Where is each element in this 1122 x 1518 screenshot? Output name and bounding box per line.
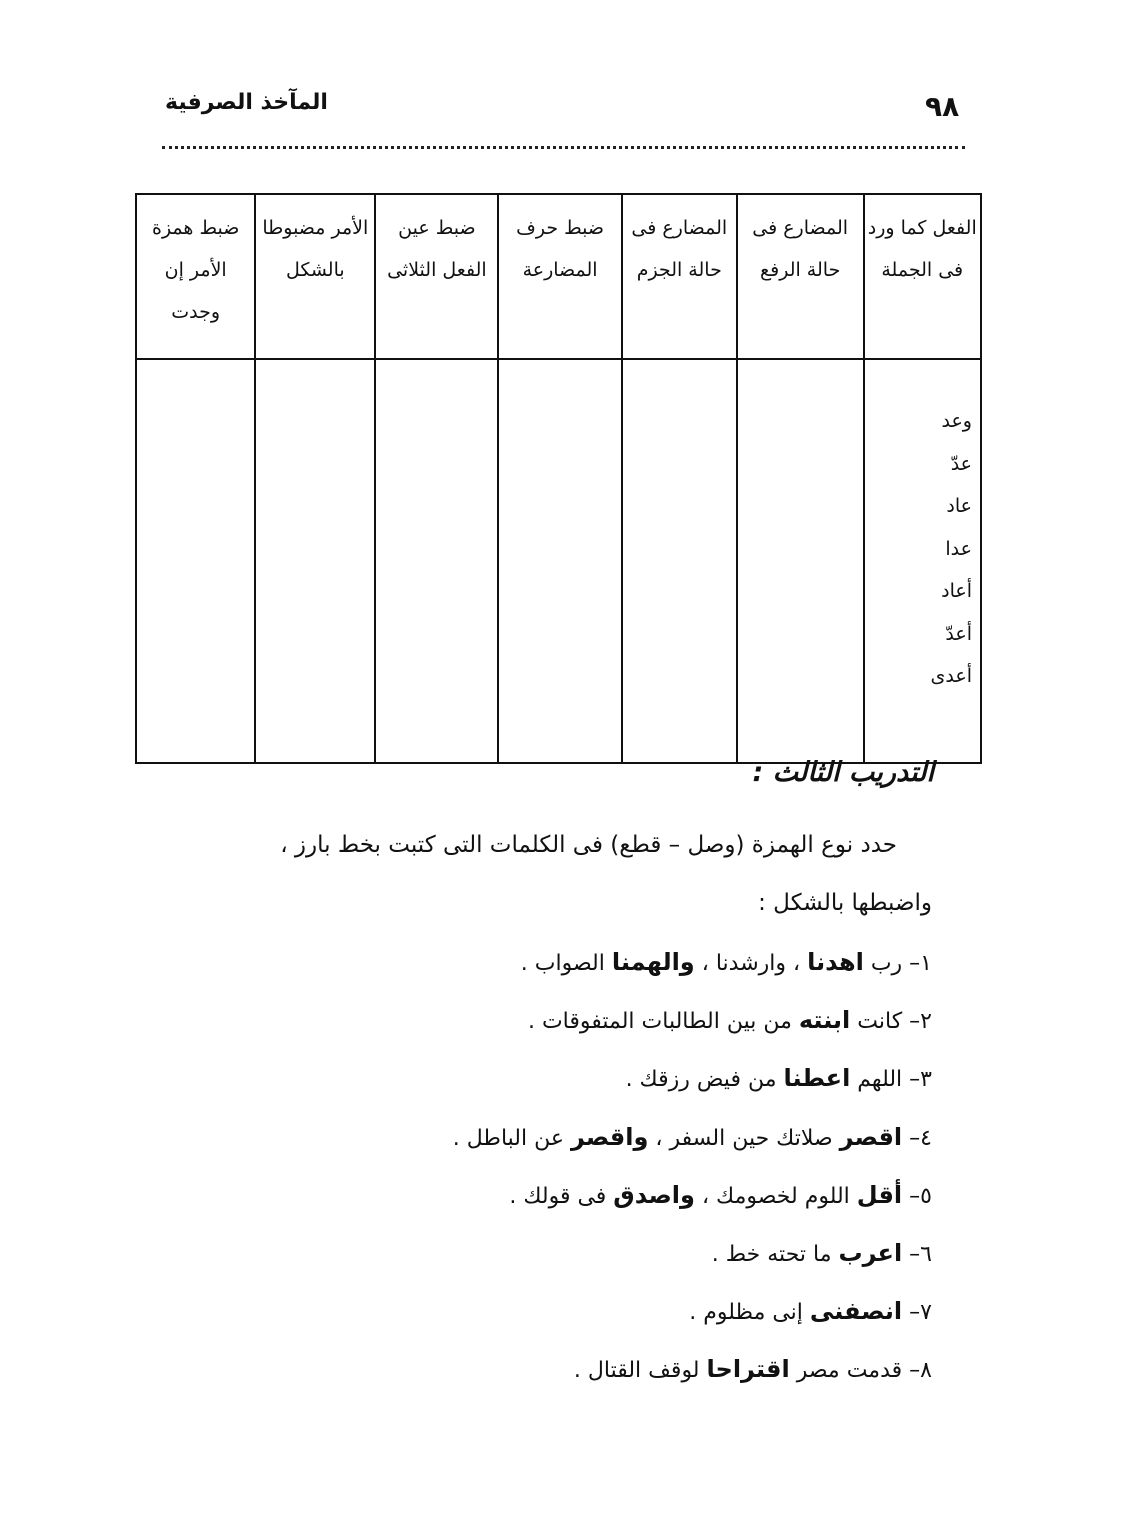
highlighted-word: انصفنى xyxy=(809,1297,903,1326)
sentence-text: فى قولك . xyxy=(509,1183,614,1209)
highlighted-word: اعرب xyxy=(838,1239,903,1267)
exercise-item xyxy=(689,1297,932,1325)
sentence-text: الصواب . xyxy=(520,951,612,976)
column-header: الأمر مضبوطا بالشكل xyxy=(255,194,375,359)
running-header-title: المآخذ الصرفية xyxy=(165,90,328,115)
header-divider xyxy=(162,146,965,149)
exercise-item xyxy=(509,1181,932,1209)
exercise-item xyxy=(453,1123,932,1151)
item-number: ٢– xyxy=(902,1009,932,1035)
column-header: ضبط همزة الأمر إن وجدت xyxy=(136,194,255,359)
item-number: ٧– xyxy=(902,1300,932,1326)
verb-item: أعاد xyxy=(941,580,972,602)
sentence-text: اللهم xyxy=(850,1067,903,1093)
blank-answer-cell xyxy=(622,359,737,763)
blank-answer-cell xyxy=(498,359,621,763)
highlighted-word: أقل xyxy=(856,1180,903,1209)
sentence-text: عن الباطل . xyxy=(452,1125,571,1151)
verb-item: عدا xyxy=(945,537,972,560)
item-number: ٨– xyxy=(902,1358,932,1384)
exercise-item xyxy=(521,948,932,976)
sentence-text: ما تحته خط . xyxy=(711,1242,839,1267)
exercise-item xyxy=(528,1006,932,1034)
blank-answer-cell xyxy=(375,359,498,763)
verb-item: عدّ xyxy=(950,452,972,475)
column-header: الفعل كما ورد فى الجملة xyxy=(864,194,981,359)
column-header: ضبط عين الفعل الثلاثى xyxy=(375,194,498,359)
sentence-text: رب xyxy=(863,951,903,976)
item-number: ٥– xyxy=(902,1183,932,1209)
highlighted-word: ابنته xyxy=(798,1006,851,1035)
sentence-text: لوقف القتال . xyxy=(573,1358,707,1384)
blank-answer-cell xyxy=(737,359,864,763)
sentence-text: قدمت مصر xyxy=(789,1358,903,1384)
highlighted-word: والهمنا xyxy=(611,948,695,976)
sentence-text: كانت xyxy=(850,1009,903,1035)
sentence-text: إنى مظلوم . xyxy=(689,1300,810,1326)
page-number: ٩٨ xyxy=(925,90,960,123)
instruction-line: حدد نوع الهمزة (وصل – قطع) فى الكلمات التى كتبت بخط بارز ، xyxy=(280,832,897,858)
highlighted-word: اقتراحا xyxy=(706,1355,790,1384)
verb-item: عاد xyxy=(946,495,972,517)
highlighted-word: اعطنا xyxy=(783,1064,851,1093)
verb-item: أعدّ xyxy=(945,622,972,645)
column-header: المضارع فى حالة الجزم xyxy=(622,194,737,359)
column-header: المضارع فى حالة الرفع xyxy=(737,194,864,359)
highlighted-word: اهدنا xyxy=(807,948,864,976)
item-number: ٤– xyxy=(902,1125,932,1151)
item-number: ١– xyxy=(902,951,932,976)
sentence-text: صلاتك حين السفر ، xyxy=(648,1125,840,1151)
sentence-text: من فيض رزقك . xyxy=(625,1067,784,1093)
table-header-row xyxy=(136,194,981,359)
sentence-text: من بين الطالبات المتفوقات . xyxy=(527,1009,799,1035)
verb-item: وعد xyxy=(941,410,972,432)
blank-answer-cell xyxy=(255,359,375,763)
highlighted-word: اقصر xyxy=(839,1122,903,1151)
exercise-heading: التدريب الثالث : xyxy=(752,757,934,788)
table-body-row xyxy=(136,359,981,763)
highlighted-word: واصدق xyxy=(613,1180,695,1209)
sentence-text: اللوم لخصومك ، xyxy=(694,1183,857,1209)
exercise-item xyxy=(712,1239,932,1267)
sentence-text: ، وارشدنا ، xyxy=(694,951,808,976)
instruction-line: واضبطها بالشكل : xyxy=(758,890,932,916)
exercise-item xyxy=(626,1064,932,1092)
column-header: ضبط حرف المضارعة xyxy=(498,194,621,359)
item-number: ٣– xyxy=(902,1067,932,1093)
exercise-item xyxy=(574,1355,932,1383)
blank-answer-cell xyxy=(136,359,255,763)
verb-item: أعدى xyxy=(930,665,972,687)
verb-conjugation-table xyxy=(135,193,982,764)
highlighted-word: واقصر xyxy=(570,1122,649,1151)
verb-list-cell xyxy=(864,359,981,763)
item-number: ٦– xyxy=(902,1242,932,1267)
